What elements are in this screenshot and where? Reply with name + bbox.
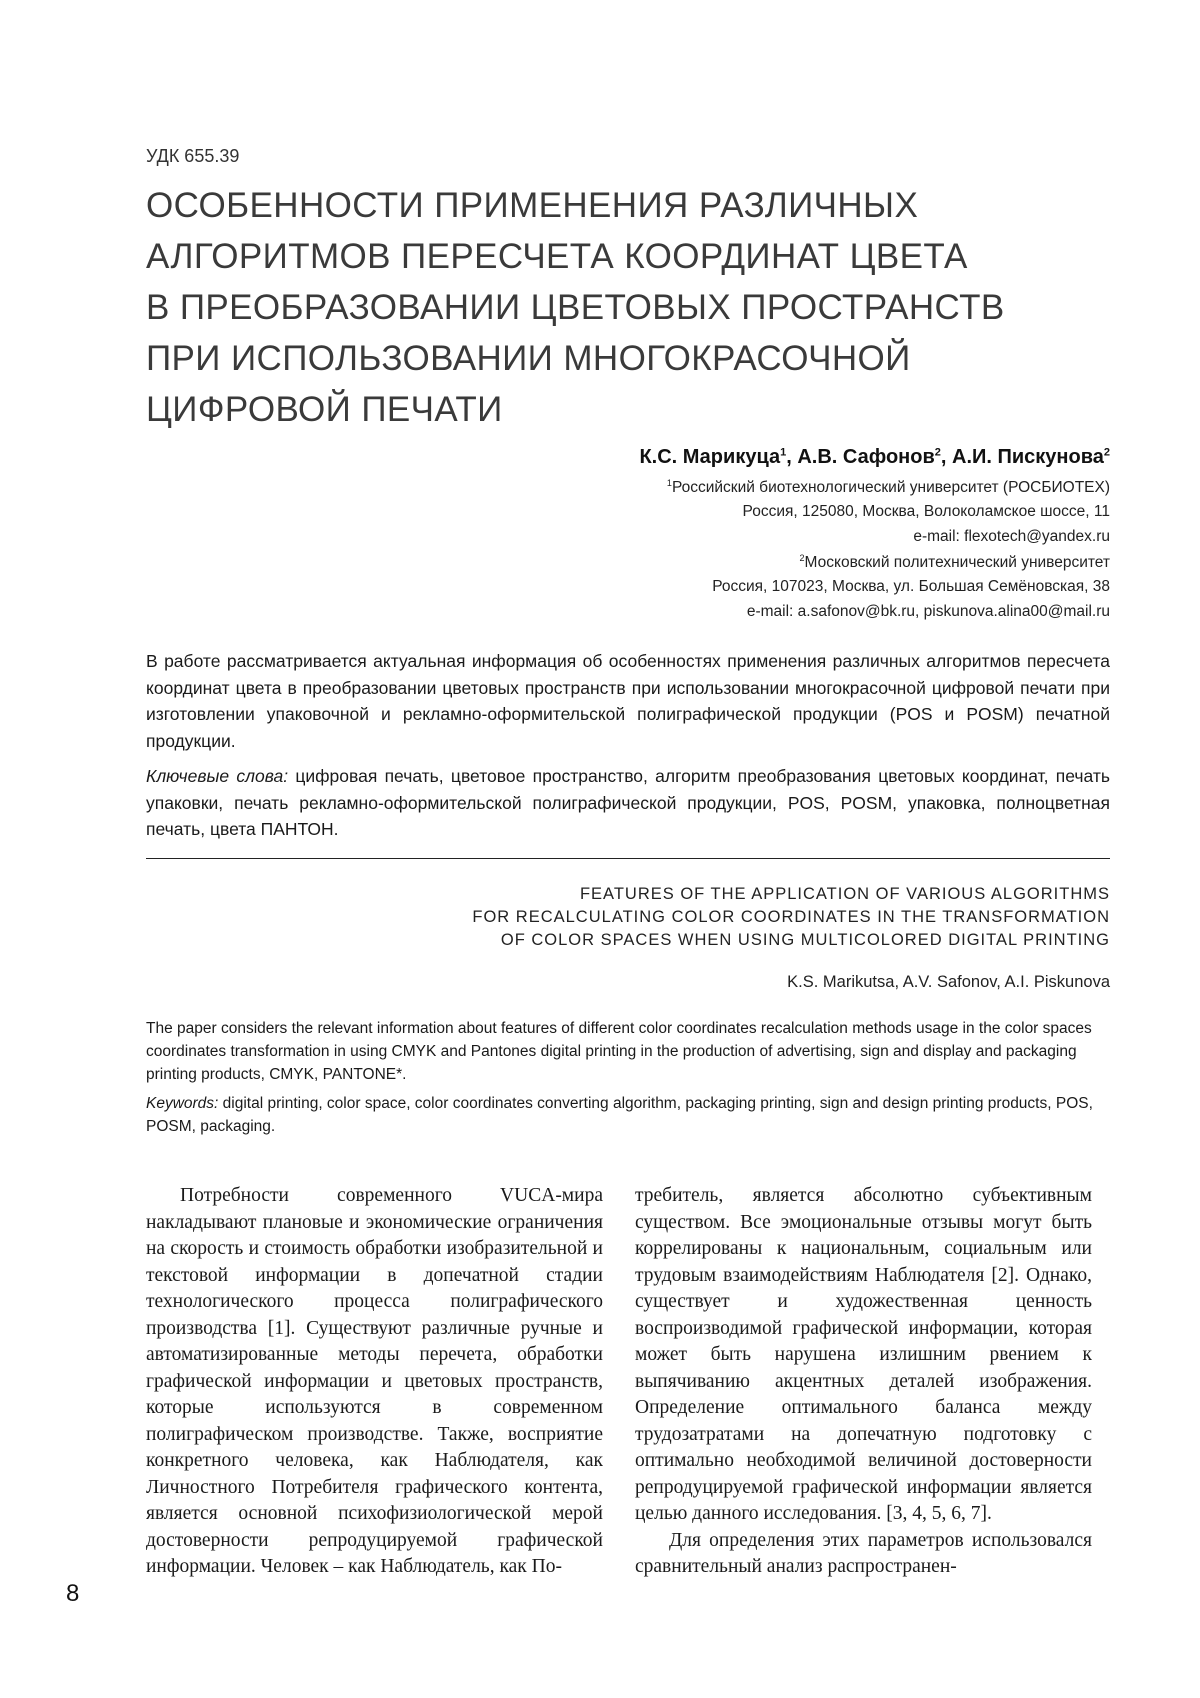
abstract-en: The paper considers the relevant information about features of different color coordinates recalculation methods usage in the color spaces coordinates transformation in using CMYK and Pantones digital printing in the production of advertising, sign and display and packaging printing products, CMYK, PANTONE*. — [146, 1020, 1092, 1083]
keywords-text: цифровая печать, цветовое пространство, алгоритм преобразования цветовых координат, печать упаковки, печать рекламно-оформительской полиграфической продукции, POS, POSM, упаковка, полноцветная печать, цвета ПАНТОН. — [146, 766, 1110, 839]
author-affiliation-mark: 2 — [934, 446, 941, 459]
affiliation-mark: 2 — [799, 553, 805, 563]
title-line: ПРИ ИСПОЛЬЗОВАНИИ МНОГОКРАСОЧНОЙ — [146, 339, 911, 378]
affiliation-text: Российский биотехнологический университет (РОСБИОТЕХ) — [671, 479, 1110, 497]
title-en-line: FOR RECALCULATING COLOR COORDINATES IN THE TRANSFORMATION — [472, 908, 1110, 926]
body-paragraph: требитель, является абсолютно субъективным существом. Все эмоциональные отзывы могут быть коррелированы к национальным, социальным или трудовым взаимодействиям Наблюдателя [2]. Однако, существует и художественная ценность воспроизводимой графической информации, которая может быть нарушена излишним рвением к выпячиванию акцентных деталей изображения. Определение оптимального баланса между трудозатратами на допечатную подготовку с оптимально необходимой величиной достоверности репродуцируемой графической информации является целью данного исследования. [3, 4, 5, 6, 7]. — [635, 1185, 1092, 1524]
author-affiliation-mark: 2 — [1103, 446, 1110, 459]
affiliation-line: Россия, 125080, Москва, Волоколамское шоссе, 11 — [742, 503, 1110, 520]
author-name: , А.В. Сафонов — [786, 446, 935, 468]
body-column-left — [146, 1183, 603, 1581]
affiliation-text: Московский политехнический университет — [804, 554, 1110, 572]
section-divider — [146, 858, 1110, 859]
body-column-right — [635, 1183, 1092, 1581]
affiliation-email: e-mail: a.safonov@bk.ru, piskunova.alina00@mail.ru — [746, 603, 1110, 620]
title-line: ЦИФРОВОЙ ПЕЧАТИ — [146, 390, 503, 429]
keywords-text: digital printing, color space, color coordinates converting algorithm, packaging printing, sign and design printing products, POS, POSM, packaging. — [146, 1095, 1093, 1135]
body-paragraph: Для определения этих параметров использовался сравнительный анализ распространен- — [635, 1529, 1092, 1577]
abstract-ru: В работе рассматривается актуальная информация об особенностях применения различных алгоритмов пересчета координат цвета в преобразовании цветовых пространств при использовании многокрасочной цифровой печати при изготовлении упаковочной и рекламно-оформительской полиграфической продукции (POS и POSM) печатной продукции. — [146, 651, 1110, 751]
affiliation-line: Россия, 107023, Москва, ул. Большая Семёновская, 38 — [712, 578, 1110, 595]
affiliation-email: e-mail: flexotech@yandex.ru — [913, 528, 1110, 545]
udc-code: УДК 655.39 — [146, 146, 240, 166]
authors-en: K.S. Marikutsa, A.V. Safonov, A.I. Piskunova — [787, 973, 1110, 991]
page-number: 8 — [66, 1580, 80, 1607]
paper-title-en — [210, 883, 1110, 952]
title-line: АЛГОРИТМОВ ПЕРЕСЧЕТА КООРДИНАТ ЦВЕТА — [146, 237, 968, 276]
authors-ru — [639, 446, 1110, 469]
keywords-label: Keywords: — [146, 1095, 219, 1112]
affiliation-mark: 1 — [666, 478, 672, 488]
paper-title-ru — [146, 180, 1106, 435]
title-en-line: FEATURES OF THE APPLICATION OF VARIOUS ALGORITHMS — [579, 885, 1110, 903]
body-paragraph: Потребности современного VUCA-мира накладывают плановые и экономические ограничения на скорость и стоимость обработки изобразительной и текстовой информации в допечатной стадии технологического процесса полиграфического производства [1]. Существуют различные ручные и автоматизированные методы перечета, обработки графической информации и цветовых пространств, которые используются в современном полиграфическом производстве. Также, восприятие конкретного человека, как Наблюдателя, как Личностного Потребителя графического контента, является основной психофизиологической мерой достоверности репродуцируемой графической информации. Человек – как Наблюдатель, как По- — [146, 1185, 603, 1577]
keywords-ru — [146, 763, 1110, 843]
keywords-label: Ключевые слова: — [146, 766, 289, 786]
affiliation-line — [410, 478, 1110, 497]
title-line: ОСОБЕННОСТИ ПРИМЕНЕНИЯ РАЗЛИЧНЫХ — [146, 186, 919, 225]
affiliation-line — [410, 553, 1110, 572]
author-affiliation-mark: 1 — [780, 446, 787, 459]
author-name: К.С. Марикуца — [639, 446, 781, 468]
title-en-line: OF COLOR SPACES WHEN USING MULTICOLORED DIGITAL PRINTING — [500, 931, 1110, 949]
title-line: В ПРЕОБРАЗОВАНИИ ЦВЕТОВЫХ ПРОСТРАНСТВ — [146, 288, 1005, 327]
keywords-en — [146, 1092, 1110, 1138]
author-name: , А.И. Пискунова — [940, 446, 1104, 468]
